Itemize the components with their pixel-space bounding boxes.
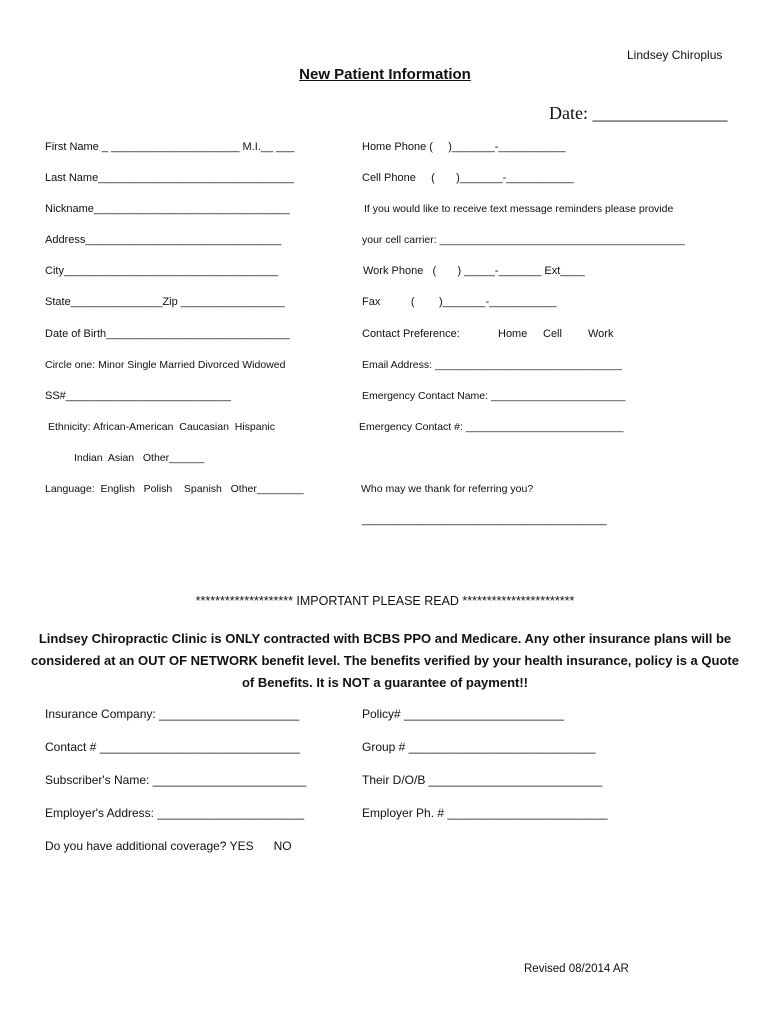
fax-field[interactable]: Fax ( )_______-___________ xyxy=(362,296,557,308)
insurance-company-field[interactable]: Insurance Company: _____________________ xyxy=(45,707,300,721)
address-field[interactable]: Address________________________________ xyxy=(45,234,282,246)
revision-note: Revised 08/2014 AR xyxy=(524,963,629,975)
referral-field[interactable]: ________________________________________ xyxy=(362,514,607,526)
date-field[interactable]: Date: _______________ xyxy=(549,103,728,123)
work-phone-field[interactable]: Work Phone ( ) _____-_______ Ext____ xyxy=(363,265,585,277)
contact-preference-cell[interactable]: Cell xyxy=(543,328,562,340)
form-title: New Patient Information xyxy=(299,66,471,83)
cell-carrier-field[interactable]: your cell carrier: __________________________________________ xyxy=(362,234,685,246)
first-name-field[interactable]: First Name _ _____________________ M.I.__ ___ xyxy=(45,141,295,153)
policy-number-field[interactable]: Policy# ________________________ xyxy=(362,707,565,721)
cell-phone-field[interactable]: Cell Phone ( )_______-___________ xyxy=(362,172,574,184)
insurance-contact-field[interactable]: Contact # ______________________________ xyxy=(45,740,300,754)
employer-phone-field[interactable]: Employer Ph. # ________________________ xyxy=(362,806,608,820)
emergency-contact-phone-field[interactable]: Emergency Contact #: ___________________________ xyxy=(359,421,624,433)
email-field[interactable]: Email Address: ________________________________ xyxy=(362,359,622,371)
ethnicity-options-continued[interactable]: Indian Asian Other______ xyxy=(74,452,205,464)
referral-question: Who may we thank for referring you? xyxy=(361,483,534,495)
ethnicity-options[interactable]: Ethnicity: African-American Caucasian Hispanic xyxy=(48,421,276,433)
subscriber-name-field[interactable]: Subscriber's Name: _______________________ xyxy=(45,773,307,787)
state-zip-field[interactable]: State_______________Zip _________________ xyxy=(45,296,285,308)
date-of-birth-field[interactable]: Date of Birth______________________________ xyxy=(45,328,290,340)
subscriber-dob-field[interactable]: Their D/O/B __________________________ xyxy=(362,773,603,787)
contact-preference-label: Contact Preference: xyxy=(362,328,460,340)
important-banner: ******************** IMPORTANT PLEASE READ *********************** xyxy=(195,594,575,608)
text-reminder-note: If you would like to receive text message reminders please provide xyxy=(364,203,674,215)
marital-status-options[interactable]: Circle one: Minor Single Married Divorced Widowed xyxy=(45,359,286,371)
insurance-notice: Lindsey Chiropractic Clinic is ONLY contracted with BCBS PPO and Medicare. Any other insurance plans will be considered at an OUT OF NETWORK benefit level. The benefits verified by your health insurance, policy is a Quote of Benefits. It is NOT a guarantee of payment!! xyxy=(31,631,739,690)
home-phone-field[interactable]: Home Phone ( )_______-___________ xyxy=(362,141,566,153)
group-number-field[interactable]: Group # ____________________________ xyxy=(362,740,596,754)
nickname-field[interactable]: Nickname________________________________ xyxy=(45,203,290,215)
last-name-field[interactable]: Last Name________________________________ xyxy=(45,172,294,184)
city-field[interactable]: City___________________________________ xyxy=(45,265,279,277)
language-options[interactable]: Language: English Polish Spanish Other________ xyxy=(45,483,304,495)
emergency-contact-name-field[interactable]: Emergency Contact Name: _______________________ xyxy=(362,390,626,402)
contact-preference-home[interactable]: Home xyxy=(498,328,528,340)
contact-preference-work[interactable]: Work xyxy=(588,328,614,340)
clinic-name: Lindsey Chiroplus xyxy=(627,48,723,62)
additional-coverage-question[interactable]: Do you have additional coverage? YES NO xyxy=(45,839,292,853)
employer-address-field[interactable]: Employer's Address: ______________________ xyxy=(45,806,305,820)
ssn-field[interactable]: SS#___________________________ xyxy=(45,390,231,402)
